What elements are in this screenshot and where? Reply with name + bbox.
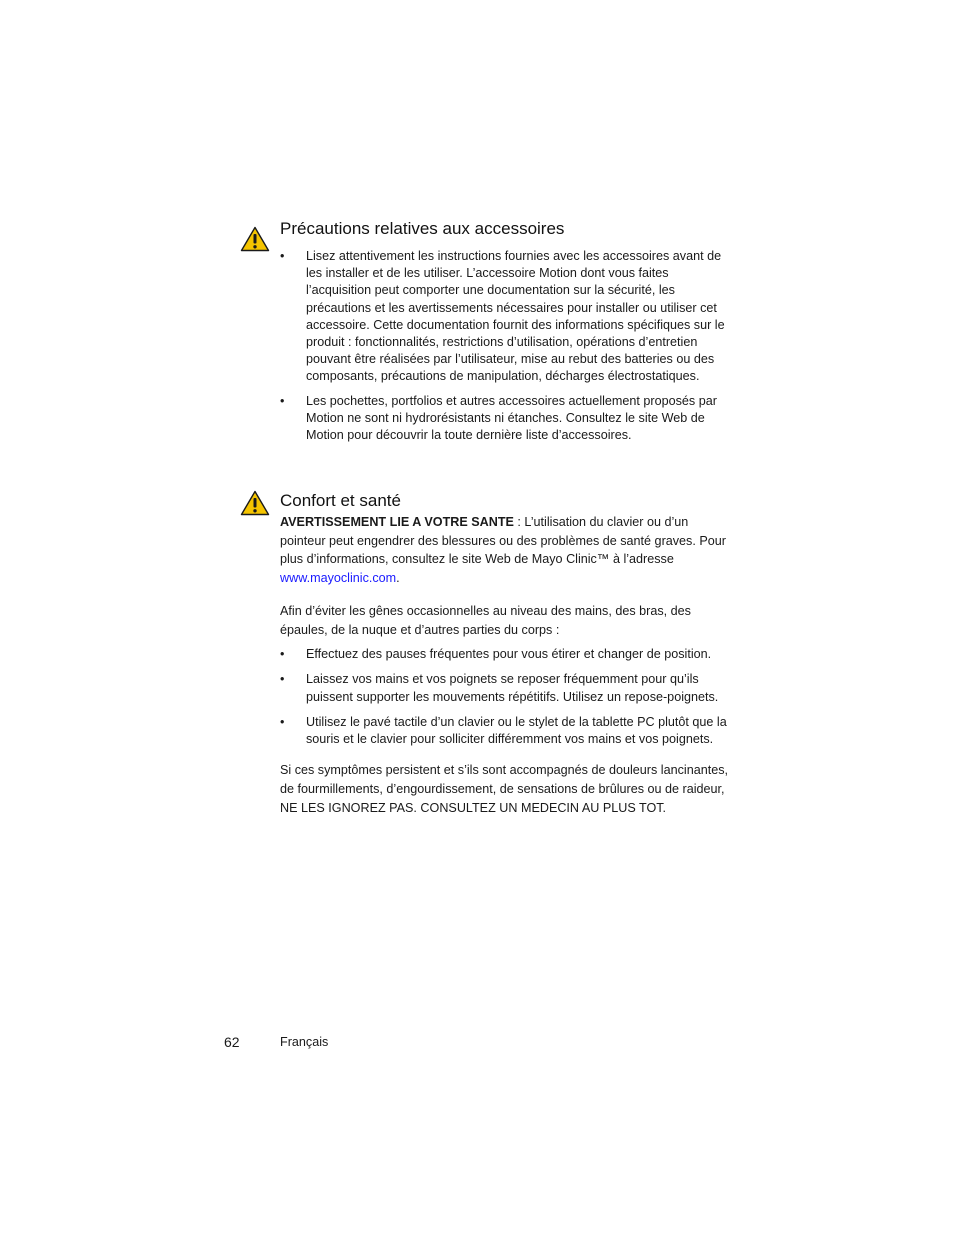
list-item: • Effectuez des pauses fréquentes pour vous étirer et changer de position. [280,646,730,663]
warning-icon [240,490,270,516]
bullet-marker: • [280,714,285,729]
section-title: Confort et santé [280,491,401,510]
section-title: Précautions relatives aux accessoires [280,219,565,238]
footer-language: Français [280,1035,329,1049]
closing-paragraph: Si ces symptômes persistent et s’ils sont accompagnés de douleurs lancinantes, de fourmillements, d’engourdissement, de sensations de brûlures ou de raideur, NE LES IGNOREZ PAS. CONSULTEZ UN MEDECIN AU PLUS TOT. [280,763,729,815]
accessories-section [280,218,730,444]
bullet-marker: • [280,393,285,408]
list-item: • Lisez attentivement les instructions fournies avec les accessoires avant de les installer et de les utiliser. L’accessoire Motion dont vous faites l’acquisition peut comporter une documentation sur la sécurité, les précautions et les avertissements nécessaires pour installer ou utiliser cet accessoire. Cette documentation fournit des informations spécifiques sur le produit : fonctionnalités, restrictions d’utilisation, opérations d’entretien pouvant être réalisées par l’utilisateur, mise au rebut des batteries ou des composants, précautions de manipulation, décharges électrostatiques. [280,249,725,384]
bullet-marker: • [280,249,285,263]
accessories-list [280,248,730,444]
list-item: • Les pochettes, portfolios et autres accessoires actuellement proposés par Motion ne sont ni hydrorésistants ni étanches. Consultez le site Web de Motion pour découvrir la toute dernière liste d’accessoires. [280,393,717,443]
list-item: • Laissez vos mains et vos poignets se reposer fréquemment pour qu’ils puissent supporter les mouvements répétitifs. Utilisez un repose-poignets. [280,672,719,704]
health-warning: AVERTISSEMENT LIE A VOTRE SANTE : L’utilisation du clavier ou d’un pointeur peut engendrer des blessures ou des problèmes de santé graves. Pour plus d’informations, consultez le site Web de Mayo Clinic™ à l’adresse www.mayoclinic.com. [280,515,726,586]
mayo-clinic-link[interactable]: www.mayoclinic.com [280,571,397,586]
list-item: • Utilisez le pavé tactile d’un clavier ou le stylet de la tablette PC plutôt que la souris et le clavier pour solliciter différemment vos mains et vos poignets. [280,714,727,747]
intro-paragraph: Afin d’éviter les gênes occasionnelles au niveau des mains, des bras, des épaules, de la nuque et d’autres parties du corps : [280,603,691,637]
bullet-marker: • [280,672,285,687]
page-number: 62 [224,1034,240,1050]
warning-icon [240,226,270,252]
comfort-health-section [280,490,730,817]
warning-label: AVERTISSEMENT LIE A VOTRE SANTE [280,515,514,529]
comfort-list [280,646,730,748]
bullet-marker: • [280,647,285,662]
